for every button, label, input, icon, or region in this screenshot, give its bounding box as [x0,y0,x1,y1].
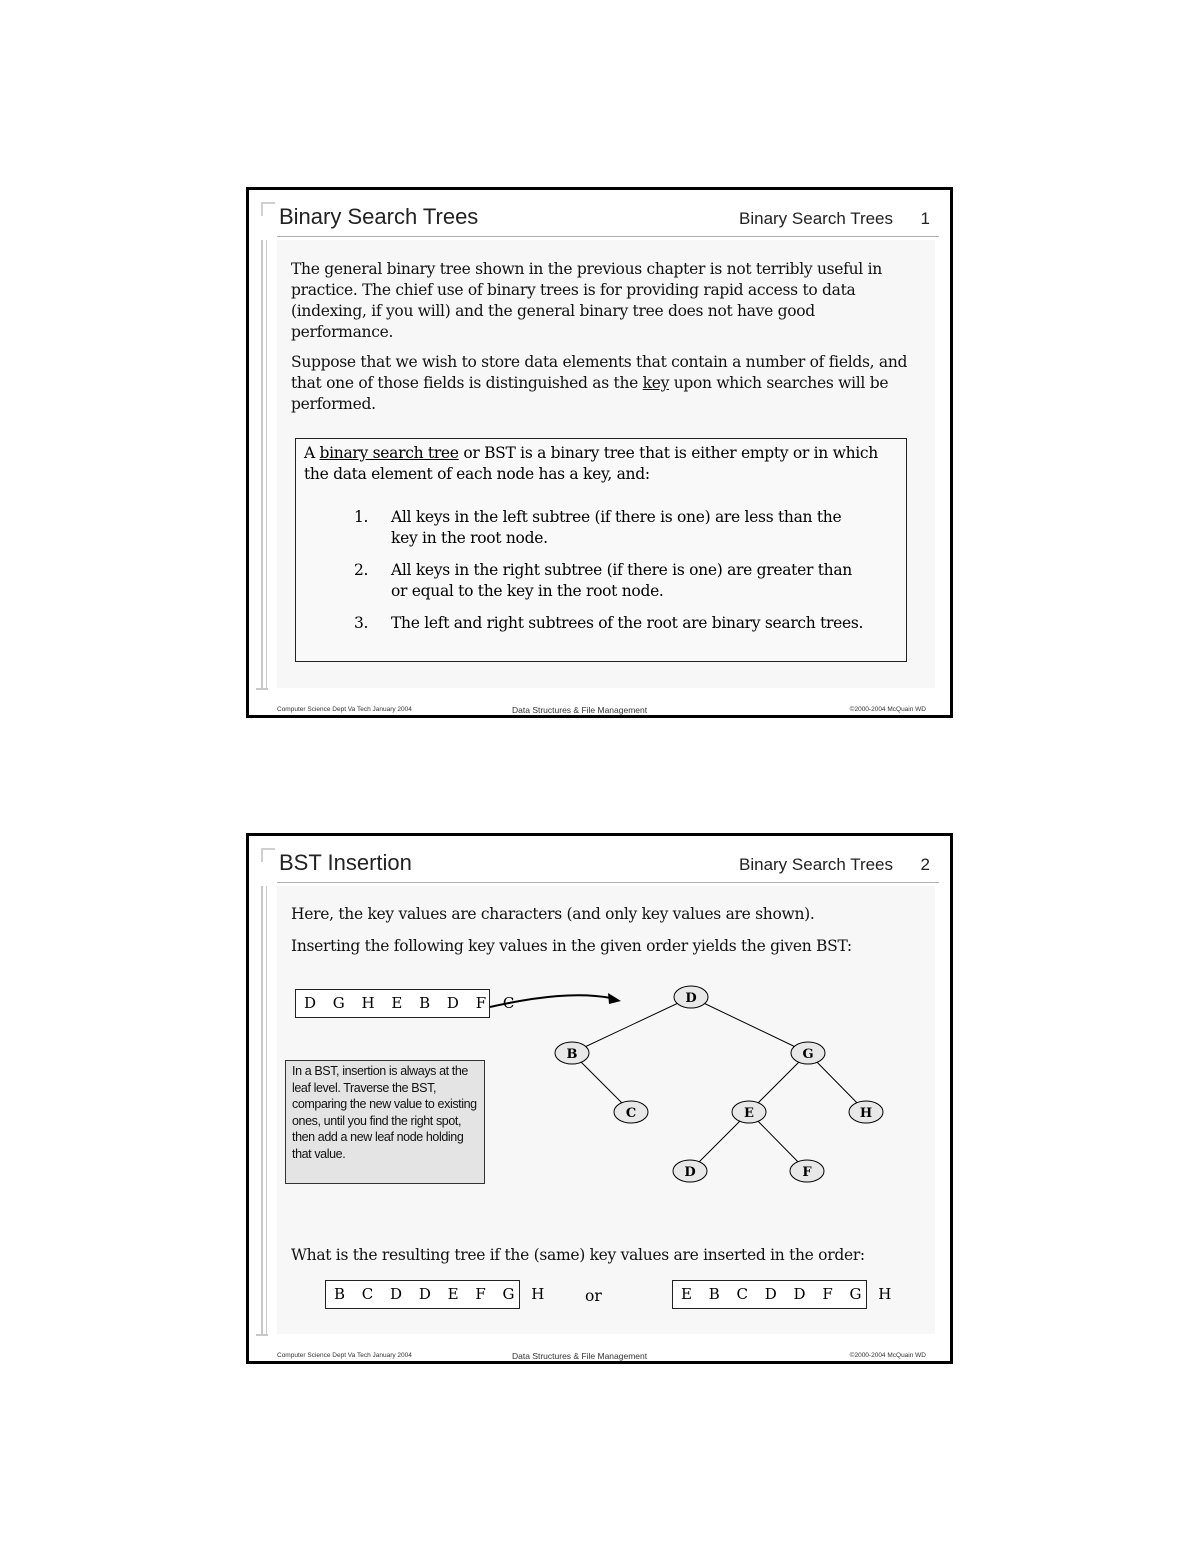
tree-edge [691,997,808,1053]
insertion-sequence-box: D G H E B D F C [295,989,490,1018]
paragraph: Inserting the following key values in the given order yields the given BST: [291,937,852,955]
key-term: key [642,374,670,392]
corner-decoration [261,202,263,216]
slide-title: BST Insertion [279,850,412,875]
section-title: Binary Search Trees [739,209,894,228]
svg-text:F: F [802,1165,812,1180]
definition-intro: A binary search tree or BST is a binary tree that is either empty or in which the data element of each node has a key, and: [304,444,878,483]
order-box-2: E B C D D F G H [672,1280,867,1309]
left-bar-decoration [261,240,263,690]
tree-node-c [614,1101,648,1123]
arrow-connector [490,995,611,1007]
footer-right: ©2000-2004 McQuain WD [849,1352,926,1359]
footer-right: ©2000-2004 McQuain WD [849,706,926,713]
intro-text [291,259,921,424]
paragraph: Here, the key values are characters (and only key values are shown). [291,905,815,923]
insertion-note-box: In a BST, insertion is always at the leaf level. Traverse the BST, comparing the new value to existing ones, until you find the right spot, then add a new leaf node holding that value. [285,1060,485,1184]
tree-node-h [849,1101,883,1123]
tree-node-b [555,1042,589,1064]
arrow-head [608,993,621,1004]
page-number: 1 [920,209,930,228]
page-number: 2 [920,855,930,874]
footer-left: Computer Science Dept Va Tech January 2004 [277,706,412,713]
svg-text:E: E [744,1106,754,1121]
paragraph: Suppose that we wish to store data elements that contain a number of fields, and that one of those fields is distinguished as the key upon which searches will be performed. [291,353,908,413]
footer-center: Data Structures & File Management [512,705,648,715]
tree-node-f [790,1160,824,1182]
corner-decoration [261,202,275,204]
question-text: What is the resulting tree if the (same) key values are inserted in the order: [291,1246,865,1264]
slide-2 [246,833,953,1364]
tree-node-e [732,1101,766,1123]
paragraph: The general binary tree shown in the previous chapter is not terribly useful in practice. The chief use of binary trees is for providing rapid access to data (indexing, if you will) and the general binary tree does not have good performance. [291,260,882,341]
definition-box: A binary search tree or BST is a binary tree that is either empty or in which the data element of each node has a key, and: 1. All keys in the left subtree (if there is one) are less than the key in the root node. 2. All keys in the right subtree (if there is one) are greater than or equal to the key in the root node. 3. The left and right subtrees of the root are binary search trees. [295,438,907,662]
tree-node-root [674,986,708,1008]
svg-text:D: D [684,1165,696,1180]
defined-term: binary search tree [319,444,459,462]
svg-text:D: D [685,991,697,1006]
tree-edge [572,997,691,1053]
section-title: Binary Search Trees [739,855,894,874]
tree-node-g [791,1042,825,1064]
slide-title: Binary Search Trees [279,204,479,229]
or-label: or [585,1287,602,1305]
footer-left: Computer Science Dept Va Tech January 2004 [277,1352,412,1359]
svg-text:H: H [859,1106,873,1121]
svg-text:B: B [566,1047,578,1062]
footer-center: Data Structures & File Management [512,1351,648,1361]
order-box-1: B C D D E F G H [325,1280,520,1309]
header-rule [277,236,939,237]
left-bar-decoration [266,240,267,690]
tree-node-d2 [673,1160,707,1182]
svg-text:G: G [802,1047,814,1062]
left-bar-decoration [256,688,268,690]
slide-1 [246,187,953,718]
svg-text:C: C [625,1106,637,1121]
